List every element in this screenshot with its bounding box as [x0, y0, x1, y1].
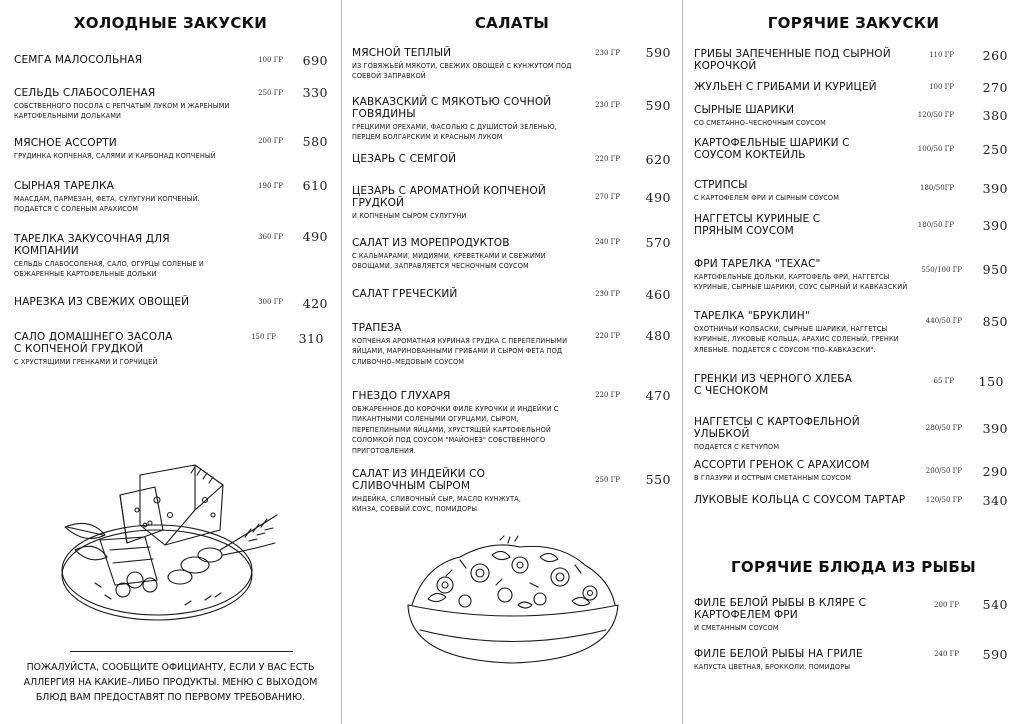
item-name: ГРЕНКИ ИЗ ЧЕРНОГО ХЛЕБА С ЧЕСНОКОМ — [694, 373, 852, 397]
menu-item — [352, 237, 564, 272]
item-price: 590 — [645, 98, 671, 113]
item-weight: 300 ГР — [258, 298, 283, 306]
column-hot-appetizers — [683, 0, 1024, 724]
item-weight: 440/50 ГР — [925, 317, 962, 325]
item-weight: 200 ГР — [934, 601, 959, 609]
item-name: ТАРЕЛКА ЗАКУСОЧНАЯ ДЛЯ КОМПАНИИ — [14, 233, 170, 257]
item-description: ИНДЕЙКА, СЛИВОЧНЫЙ СЫР, МАСЛО КУНЖУТА, КИНЗА, СОЕВЫЙ СОУС, ПОМИДОРЫ — [352, 495, 521, 514]
item-description: ГРУДИНКА КОПЧЕНАЯ, САЛЯМИ И КАРБОНАД КОПЧЕНЫЙ — [14, 152, 216, 160]
menu-item — [14, 137, 244, 161]
item-price: 260 — [982, 48, 1008, 63]
menu-item — [694, 597, 869, 633]
section-title-cold-appetizers: ХОЛОДНЫЕ ЗАКУСКИ — [73, 14, 268, 32]
item-description: С КАРТОФЕЛЕМ ФРИ И СЫРНЫМ СОУСОМ — [694, 194, 840, 202]
item-weight: 100 ГР — [258, 56, 283, 64]
item-name: САЛАТ ИЗ МОРЕПРОДУКТОВ — [352, 237, 510, 249]
menu-item — [694, 416, 914, 452]
item-name: ГРИБЫ ЗАПЕЧЕННЫЕ ПОД СЫРНОЙ КОРОЧКОЙ — [694, 48, 891, 72]
item-name: ЦЕЗАРЬ С СЕМГОЙ — [352, 153, 457, 165]
menu-item — [694, 104, 904, 128]
item-weight: 180/50 ГР — [917, 221, 954, 229]
section-title-hot-fish: ГОРЯЧИЕ БЛЮДА ИЗ РЫБЫ — [731, 558, 976, 576]
menu-item — [14, 54, 244, 66]
item-price: 310 — [298, 331, 324, 346]
item-name: ФРИ ТАРЕЛКА "ТЕХАС" — [694, 258, 821, 270]
item-price: 290 — [982, 464, 1008, 479]
item-price: 490 — [645, 190, 671, 205]
item-price: 620 — [645, 152, 671, 167]
item-description: С ХРУСТЯЩИМИ ГРЕНКАМИ И ГОРЧИЦЕЙ — [14, 358, 158, 366]
item-weight: 220 ГР — [595, 155, 620, 163]
menu-item — [352, 390, 570, 456]
item-weight: 120/50 ГР — [917, 111, 954, 119]
menu-item — [694, 213, 844, 237]
item-price: 570 — [645, 235, 671, 250]
item-name: НАГГЕТСЫ КУРИНЫЕ С ПРЯНЫМ СОУСОМ — [694, 213, 821, 237]
item-weight: 230 ГР — [595, 101, 620, 109]
item-description: ИЗ ГОВЯЖЬЕЙ МЯКОТИ, СВЕЖИХ ОВОЩЕЙ С КУНЖУТОМ ПОД СОЕВОЙ ЗАПРАВКОЙ — [352, 62, 572, 81]
item-name: КАВКАЗСКИЙ С МЯКОТЬЮ СОЧНОЙ ГОВЯДИНЫ — [352, 96, 552, 120]
item-price: 580 — [302, 134, 328, 149]
item-weight: 270 ГР — [595, 193, 620, 201]
item-name: ЖУЛЬЕН С ГРИБАМИ И КУРИЦЕЙ — [694, 81, 877, 93]
item-weight: 220 ГР — [595, 332, 620, 340]
menu-item — [352, 468, 532, 515]
menu-item — [14, 180, 204, 215]
item-weight: 65 ГР — [933, 377, 954, 385]
item-price: 470 — [645, 388, 671, 403]
item-weight: 200/50 ГР — [925, 467, 962, 475]
item-name: СТРИПСЫ — [694, 179, 748, 191]
item-price: 490 — [302, 229, 328, 244]
item-description: КАРТОФЕЛЬНЫЕ ДОЛЬКИ, КАРТОФЕЛЬ ФРИ, НАГГЕТСЫ КУРИНЫЕ, СЫРНЫЕ ШАРИКИ, СОУС СЫРНЫЙ И КАВКАЗСКИЙ — [694, 273, 908, 292]
notice-divider — [70, 651, 293, 652]
item-price: 690 — [302, 53, 328, 68]
item-description: СЕЛЬДЬ СЛАБОСОЛЕНАЯ, САЛО, ОГУРЦЫ СОЛЕНЫЕ И ОБЖАРЕННЫЕ КАРТОФЕЛЬНЫЕ ДОЛЬКИ — [14, 260, 204, 279]
item-name: СЕЛЬДЬ СЛАБОСОЛЕНАЯ — [14, 87, 156, 99]
item-weight: 230 ГР — [595, 49, 620, 57]
allergy-notice: ПОЖАЛУЙСТА, СООБЩИТЕ ОФИЦИАНТУ, ЕСЛИ У ВАС ЕСТЬ АЛЛЕРГИЯ НА КАКИЕ–ЛИБО ПРОДУКТЫ. МЕНЮ С ВЫХОДОМ БЛЮД ВАМ ПРЕДОСТАВЯТ ПО ПЕРВОМУ ТРЕБОВАНИЮ. — [23, 662, 318, 703]
salad-bowl-sketch-icon — [400, 535, 625, 667]
item-name: ТРАПЕЗА — [352, 322, 402, 334]
item-price: 250 — [982, 142, 1008, 157]
item-description: ОБЖАРЕННОЕ ДО КОРОЧКИ ФИЛЕ КУРОЧКИ И ИНДЕЙКИ С ПИКАНТНЫМИ СОЛЕНЫМИ ОГУРЦАМИ, СЫРОМ, ПЕРЕПЕЛИНЫМИ ЯЙЦАМИ, ХРУСТЯЩЕЙ КАРТОФЕЛЬНОЙ СОЛОМКОЙ ПОД СОУСОМ "МАЙОНЕЗ" СОБСТВЕННОГО ПРИГОТОВЛЕНИЯ. — [352, 405, 559, 455]
item-weight: 150 ГР — [251, 333, 276, 341]
item-weight: 100 ГР — [929, 83, 954, 91]
menu-item — [352, 185, 547, 221]
item-price: 610 — [302, 178, 328, 193]
item-price: 150 — [978, 374, 1004, 389]
item-name: СЕМГА МАЛОСОЛЬНАЯ — [14, 54, 143, 66]
item-weight: 120/50 ГР — [925, 496, 962, 504]
menu-item — [694, 373, 854, 397]
item-name: КАРТОФЕЛЬНЫЕ ШАРИКИ С СОУСОМ КОКТЕЙЛЬ — [694, 137, 850, 161]
menu-item — [694, 459, 909, 483]
item-description: ГРЕЦКИМИ ОРЕХАМИ, ФАСОЛЬЮ С ДУШИСТОЙ ЗЕЛЕНЬЮ, ПЕРЦЕМ БОЛГАРСКИМ И КРАСНЫМ ЛУКОМ — [352, 123, 557, 142]
item-description: СОБСТВЕННОГО ПОСОЛА С РЕПЧАТЫМ ЛУКОМ И ЖАРЕНЫМИ КАРТОФЕЛЬНЫМИ ДОЛЬКАМИ — [14, 102, 230, 121]
item-weight: 240 ГР — [595, 238, 620, 246]
item-description: СО СМЕТАННО–ЧЕСНОЧНЫМ СОУСОМ — [694, 119, 826, 127]
menu-item — [14, 233, 204, 280]
column-cold-appetizers — [0, 0, 341, 724]
item-weight: 250 ГР — [258, 89, 283, 97]
item-name: СЫРНАЯ ТАРЕЛКА — [14, 180, 115, 192]
item-name: ЛУКОВЫЕ КОЛЬЦА С СОУСОМ ТАРТАР — [694, 494, 906, 506]
item-weight: 220 ГР — [595, 391, 620, 399]
item-name: САЛАТ ИЗ ИНДЕЙКИ СО СЛИВОЧНЫМ СЫРОМ — [352, 468, 486, 492]
menu-item — [694, 48, 894, 72]
item-weight: 180/50ГР — [920, 184, 954, 192]
item-weight: 100/50 ГР — [917, 145, 954, 153]
menu-item — [14, 87, 244, 122]
item-price: 590 — [645, 45, 671, 60]
menu-item — [14, 331, 179, 367]
item-description: КАПУСТА ЦВЕТНАЯ, БРОККОЛИ, ПОМИДОРЫ — [694, 663, 851, 671]
item-weight: 110 ГР — [929, 51, 954, 59]
menu-item — [694, 258, 909, 293]
item-description: В ГЛАЗУРИ И ОСТРЫМ СМЕТАННЫМ СОУСОМ — [694, 474, 852, 482]
cheese-board-sketch-icon — [45, 455, 285, 630]
menu-item — [14, 296, 244, 308]
menu-item — [352, 288, 572, 300]
item-price: 330 — [302, 85, 328, 100]
item-name: ГНЕЗДО ГЛУХАРЯ — [352, 390, 451, 402]
menu-item — [352, 322, 570, 367]
item-name: МЯСНОЕ АССОРТИ — [14, 137, 117, 149]
item-price: 270 — [982, 80, 1008, 95]
item-description: МААСДАМ, ПАРМЕЗАН, ФЕТА, СУЛУГУНИ КОПЧЕНЫЙ. ПОДАЕТСЯ С СОЛЕНЫМ АРАХИСОМ — [14, 195, 200, 214]
item-price: 340 — [982, 493, 1008, 508]
menu-item — [694, 494, 909, 506]
item-weight: 240 ГР — [934, 650, 959, 658]
item-price: 950 — [982, 262, 1008, 277]
item-weight: 250 ГР — [595, 476, 620, 484]
item-price: 380 — [982, 108, 1008, 123]
item-name: НАРЕЗКА ИЗ СВЕЖИХ ОВОЩЕЙ — [14, 296, 190, 308]
column-salads — [342, 0, 682, 724]
menu-item — [352, 96, 580, 143]
item-name: АССОРТИ ГРЕНОК С АРАХИСОМ — [694, 459, 870, 471]
item-price: 850 — [982, 314, 1008, 329]
menu-item — [694, 648, 904, 672]
item-price: 390 — [982, 181, 1008, 196]
item-price: 550 — [645, 472, 671, 487]
item-name: НАГГЕТСЫ С КАРТОФЕЛЬНОЙ УЛЫБКОЙ — [694, 416, 860, 440]
item-name: СЫРНЫЕ ШАРИКИ — [694, 104, 795, 116]
item-name: ФИЛЕ БЕЛОЙ РЫБЫ В КЛЯРЕ С КАРТОФЕЛЕМ ФРИ — [694, 597, 867, 621]
item-name: САЛАТ ГРЕЧЕСКИЙ — [352, 288, 458, 300]
item-name: ФИЛЕ БЕЛОЙ РЫБЫ НА ГРИЛЕ — [694, 648, 863, 660]
menu-item — [694, 137, 899, 161]
item-description: С КАЛЬМАРАМИ, МИДИЯМИ, КРЕВЕТКАМИ И СВЕЖИМИ ОВОЩАМИ, ЗАПРАВЛЯЕТСЯ ЧЕСНОЧНЫМ СОУСОМ — [352, 252, 546, 271]
section-title-hot-appetizers: ГОРЯЧИЕ ЗАКУСКИ — [767, 14, 940, 32]
item-price: 540 — [982, 597, 1008, 612]
item-weight: 550/100 ГР — [921, 266, 962, 274]
menu-item — [694, 179, 904, 203]
item-weight: 280/50 ГР — [925, 424, 962, 432]
item-description: ОХОТНИЧЬИ КОЛБАСКИ, СЫРНЫЕ ШАРИКИ, НАГГЕТСЫ КУРИНЫЕ, ЛУКОВЫЕ КОЛЬЦА, АРАХИС СОЛЕНЫЙ, ГРЕНКИ ХЛЕБНЫЕ. ПОДАЕТСЯ С СОУСОМ "ПО–КАВКАЗСКИ". — [694, 325, 899, 354]
item-description: И КОПЧЕНЫМ СЫРОМ СУЛУГУНИ — [352, 212, 467, 220]
menu-item — [694, 81, 904, 93]
item-description: И СМЕТАННЫМ СОУСОМ — [694, 624, 779, 632]
item-price: 390 — [982, 421, 1008, 436]
item-name: ТАРЕЛКА "БРУКЛИН" — [694, 310, 810, 322]
menu-item — [694, 310, 906, 355]
item-price: 590 — [982, 647, 1008, 662]
item-price: 420 — [302, 296, 328, 311]
item-name: МЯСНОЙ ТЕПЛЫЙ — [352, 47, 452, 59]
item-description: КОПЧЕНАЯ АРОМАТНАЯ КУРИНАЯ ГРУДКА С ПЕРЕПЕЛИНЫМИ ЯЙЦАМИ, МАРИНОВАННЫМИ ГРИБАМИ И СЫРОМ ФЕТА ПОД СЛИВОЧНО–МЕДОВЫМ СОУСОМ — [352, 337, 568, 366]
item-weight: 360 ГР — [258, 233, 283, 241]
item-price: 460 — [645, 287, 671, 302]
item-name: ЦЕЗАРЬ С АРОМАТНОЙ КОПЧЕНОЙ ГРУДКОЙ — [352, 185, 546, 209]
menu-item — [352, 47, 572, 82]
item-weight: 230 ГР — [595, 290, 620, 298]
item-name: САЛО ДОМАШНЕГО ЗАСОЛА С КОПЧЕНОЙ ГРУДКОЙ — [14, 331, 173, 355]
menu-item — [352, 153, 572, 165]
item-weight: 200 ГР — [258, 137, 283, 145]
item-price: 390 — [982, 218, 1008, 233]
item-weight: 190 ГР — [258, 182, 283, 190]
section-title-salads: САЛАТЫ — [474, 14, 550, 32]
item-description: ПОДАЕТСЯ С КЕТЧУПОМ — [694, 443, 780, 451]
item-price: 480 — [645, 328, 671, 343]
